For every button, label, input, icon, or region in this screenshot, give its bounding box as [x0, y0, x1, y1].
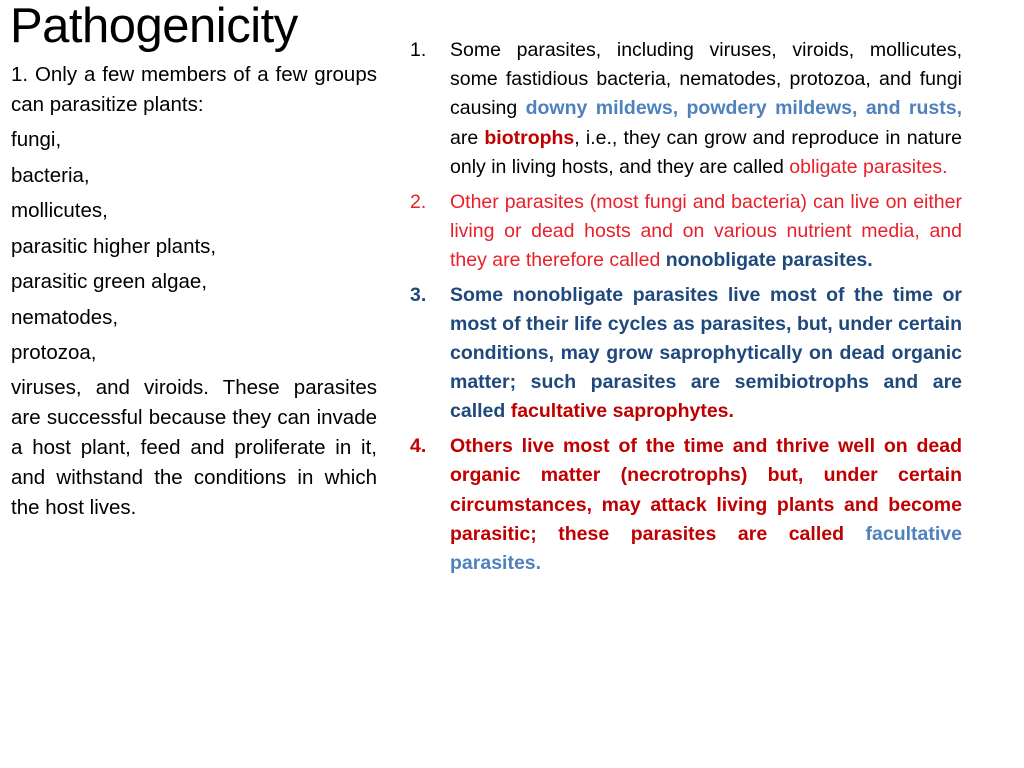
highlight-facultative-parasites: facultative parasites.	[450, 522, 962, 574]
paragraph-3	[410, 281, 962, 427]
paragraph-text: Some parasites, including viruses, viroids, mollicutes, some fastidious bacteria, nematodes, protozoa, and fungi causing	[450, 39, 962, 120]
paragraph-4	[410, 432, 962, 578]
paragraph-text: Some nonobligate parasites live most of the time or most of their life cycles as parasites, but, under certain conditions, may grow saprophytically on dead organic matter; such parasites are semibiotrophs and are called	[450, 283, 962, 423]
right-column	[410, 36, 962, 584]
highlight-nonobligate-parasites: nonobligate parasites.	[665, 248, 873, 271]
paragraph-text: , i.e., they can grow and reproduce in nature only in living hosts, and they are called	[450, 126, 962, 178]
paragraph-text: Other parasites (most fungi and bacteria) can live on either living or dead hosts and on various nutrient media, and they are therefore called	[450, 190, 962, 271]
paragraph-number: 2.	[410, 190, 427, 213]
paragraph-number: 3.	[410, 283, 427, 306]
highlight-biotrophs: biotrophs	[484, 126, 575, 149]
list-item: parasitic higher plants,	[11, 234, 217, 258]
paragraph-text: Others live most of the time and thrive well on dead organic matter (necrotrophs) but, under certain circumstances, may attack living plants and become parasitic; these parasites are called	[450, 435, 962, 545]
highlight-facultative-saprophytes: facultative saprophytes.	[510, 400, 734, 423]
list-item: mollicutes,	[11, 199, 108, 222]
highlight-fungi-diseases: downy mildews, powdery mildews, and rusts,	[525, 97, 962, 120]
left-column	[11, 60, 377, 523]
closing-text: viruses, and viroids. These parasites are successful because they can invade a host plant, feed and proliferate in it, and withstand the conditions in which the host lives.	[11, 375, 377, 519]
slide-title: Pathogenicity	[10, 0, 298, 53]
highlight-obligate-parasites: obligate parasites.	[789, 155, 948, 178]
paragraph-text: are	[450, 126, 485, 149]
list-item: nematodes,	[11, 305, 119, 329]
intro-text: 1. Only a few members of a few groups can parasitize plants:	[11, 63, 377, 116]
list-item: fungi,	[11, 128, 62, 151]
list-item: parasitic green algae,	[11, 270, 208, 293]
paragraph-1	[410, 36, 962, 182]
paragraph-number: 1.	[410, 39, 427, 61]
list-item: protozoa,	[11, 341, 97, 364]
paragraph-number: 4.	[410, 435, 427, 458]
paragraph-2	[410, 188, 962, 276]
list-item: bacteria,	[11, 163, 90, 187]
